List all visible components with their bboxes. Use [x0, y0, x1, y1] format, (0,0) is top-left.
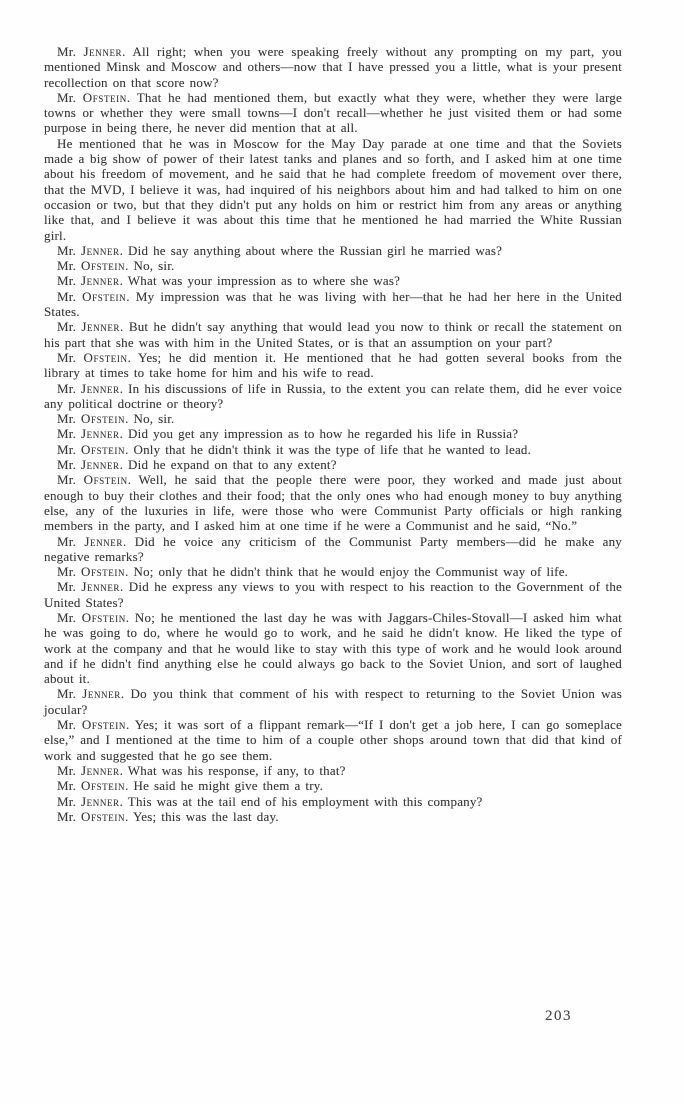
speaker-name: Ofstein [82, 89, 127, 105]
speaker-label: Mr. Ofstein. [57, 89, 131, 105]
speaker-label: Mr. Ofstein. [57, 778, 129, 794]
speaker-label: Mr. Ofstein. [57, 258, 129, 274]
dialogue-paragraph: Mr. Ofstein. Well, he said that the people there were poor, they worked and made just about enough to buy their clothes and their food; that the only ones who had enough money to buy anything else, any of the luxuries in life, were those who were Communist Party officials or high ranking members in the party, and I asked him at one time if he were a Communist and he said, “No.” [44, 472, 622, 534]
dialogue-paragraph: He mentioned that he was in Moscow for the May Day parade at one time and that the Soviets made a big show of power of their latest tanks and planes and so forth, and I asked him at one time about his freedom of movement, and he said that he had complete freedom of movement over there, that the MVD, I believe it was, had inquired of his neighbors about him and had talked to him on one occasion or two, but that they didn't put any holds on him or restrict him from any areas or anything like that, and I believe it was about this time that he mentioned he had married the White Russian girl. [44, 135, 622, 243]
dialogue-paragraph: Mr. Jenner. Did you get any impression as to how he regarded his life in Russia? [57, 426, 519, 442]
dialogue-paragraph: Mr. Jenner. This was at the tail end of his employment with this company? [57, 793, 483, 809]
dialogue-paragraph: Mr. Ofstein. No, sir. [57, 258, 175, 274]
dialogue-paragraph: Mr. Ofstein. No; he mentioned the last day he was with Jaggars-Chiles-Stovall—I asked him what he was going to do, where he would go to work, and he said he didn't know. He liked the type of work at the company and that he would like to stay with this type of work and he would look around and if he didn't find anything else he could always go back to the Soviet Union, and sort of laughed about it. [44, 609, 622, 687]
speaker-name: Ofstein [80, 564, 126, 580]
dialogue-paragraph: Mr. Ofstein. Yes; he did mention it. He mentioned that he had gotten several books from the library at times to take home for him and his wife to read. [44, 349, 622, 381]
dialogue-paragraph: Mr. Ofstein. He said he might give them a try. [57, 778, 324, 794]
speaker-label: Mr. Ofstein. [57, 808, 129, 824]
speaker-name: Ofstein [80, 808, 126, 824]
speaker-name: Jenner [81, 319, 121, 335]
transcript-body [44, 44, 622, 824]
dialogue-paragraph: Mr. Jenner. Did he say anything about where the Russian girl he married was? [57, 242, 503, 258]
speaker-name: Ofstein [80, 258, 126, 274]
dialogue-paragraph: Mr. Jenner. Do you think that comment of his with respect to returning to the Soviet Union was jocular? [44, 686, 622, 717]
dialogue-paragraph: Mr. Jenner. Did he expand on that to any extent? [57, 457, 337, 473]
speaker-name: Ofstein [80, 778, 126, 794]
speaker-name: Jenner [80, 273, 120, 289]
speaker-name: Jenner [81, 380, 120, 396]
speaker-name: Ofstein [80, 411, 126, 427]
dialogue-paragraph: Mr. Ofstein. That he had mentioned them, but exactly what they were, whether they were large towns or whether they were small towns—I don't recall—whether he just visited them or had some purpose in being there, he never did mention that at all. [44, 89, 622, 136]
speaker-name: Jenner [83, 44, 123, 59]
speaker-name: Ofstein [81, 717, 126, 733]
dialogue-paragraph: Mr. Jenner. In his discussions of life in Russia, to the extent you can relate them, did he ever voice any political doctrine or theory? [44, 380, 622, 411]
speaker-label: Mr. Ofstein. [57, 411, 129, 427]
dialogue-paragraph: Mr. Ofstein. Yes; it was sort of a flippant remark—“If I don't get a job here, I can go someplace else,” and I mentioned at the time to him of a couple other shops around town that did that kind of work and suggested that he go see them. [44, 717, 622, 763]
speaker-label: Mr. Ofstein. [57, 609, 130, 625]
dialogue-paragraph: Mr. Jenner. What was your impression as to where she was? [57, 273, 401, 289]
speaker-label: Mr. Jenner. [57, 273, 124, 289]
speaker-label: Mr. Ofstein. [57, 441, 129, 457]
dialogue-paragraph: Mr. Jenner. All right; when you were speaking freely without any prompting on my part, you mentioned Minsk and Moscow and others—now that I have pressed you a little, what is your present recollection on that score now? [44, 44, 622, 90]
speaker-name: Ofstein [83, 472, 128, 488]
dialogue-paragraph: Mr. Ofstein. No; only that he didn't think that he would enjoy the Communist way of life. [57, 564, 569, 580]
dialogue-paragraph: Mr. Jenner. But he didn't say anything that would lead you now to think or recall the statement on his part that she was with him in the United States, or is that an assumption on your part? [44, 319, 622, 350]
dialogue-paragraph: Mr. Jenner. Did he voice any criticism of the Communist Party members—did he make any negative remarks? [44, 533, 622, 564]
speaker-label: Mr. Jenner. [57, 457, 124, 473]
speaker-name: Ofstein [80, 441, 126, 457]
speaker-label: Mr. Ofstein. [57, 564, 129, 580]
speaker-name: Jenner [80, 457, 120, 473]
dialogue-paragraph: Mr. Ofstein. My impression was that he was living with her—that he had her here in the United States. [44, 288, 622, 320]
speaker-label: Mr. Jenner. [57, 242, 124, 258]
dialogue-paragraph: Mr. Ofstein. No, sir. [57, 411, 175, 427]
speaker-label: Mr. Ofstein. [57, 349, 132, 365]
dialogue-paragraph: Mr. Ofstein. Yes; this was the last day. [57, 808, 279, 824]
speaker-label: Mr. Ofstein. [57, 288, 130, 304]
speaker-label: Mr. Jenner. [57, 533, 127, 549]
speaker-label: Mr. Ofstein. [57, 472, 132, 488]
speaker-name: Jenner [80, 793, 120, 809]
speaker-label: Mr. Jenner. [57, 579, 124, 595]
speaker-name: Jenner [81, 579, 121, 595]
speaker-name: Jenner [80, 762, 120, 778]
speaker-name: Jenner [82, 686, 121, 702]
speaker-label: Mr. Jenner. [57, 793, 124, 809]
speaker-name: Jenner [80, 426, 120, 442]
dialogue-paragraph: Mr. Jenner. What was his response, if any, to that? [57, 762, 346, 778]
speaker-name: Ofstein [81, 609, 126, 625]
dialogue-paragraph: Mr. Jenner. Did he express any views to you with respect to his reaction to the Government of the United States? [44, 579, 622, 610]
speaker-label: Mr. Jenner. [57, 380, 124, 396]
speaker-name: Jenner [80, 242, 120, 258]
speaker-label: Mr. Ofstein. [57, 717, 130, 733]
speaker-label: Mr. Jenner. [57, 319, 124, 335]
speaker-name: Ofstein [82, 288, 127, 304]
speaker-label: Mr. Jenner. [57, 426, 124, 442]
speaker-label: Mr. Jenner. [57, 686, 125, 702]
speaker-label: Mr. Jenner. [57, 762, 124, 778]
dialogue-paragraph: Mr. Ofstein. Only that he didn't think it was the type of life that he wanted to lead. [57, 441, 532, 457]
page-number: 203 [545, 1008, 572, 1024]
speaker-name: Ofstein [83, 349, 128, 365]
speaker-label: Mr. Jenner. [57, 44, 126, 59]
speaker-name: Jenner [84, 533, 123, 549]
